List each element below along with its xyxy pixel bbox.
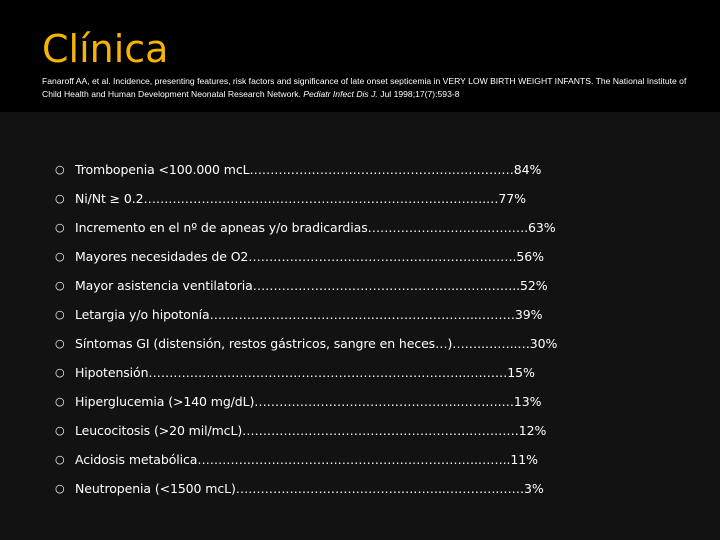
- bullet-icon: ○: [55, 365, 65, 379]
- reference-volume: Jul 1998;17(7):593-8: [380, 89, 460, 99]
- slide-title: Clínica: [42, 27, 169, 71]
- list-item: [55, 159, 541, 179]
- reference-journal: Pediatr Infect Dis J.: [303, 89, 378, 99]
- bullet-icon: ○: [55, 278, 65, 292]
- bullet-icon: ○: [55, 336, 65, 350]
- list-item: [55, 420, 546, 440]
- list-item: [55, 188, 526, 208]
- list-item-text: Hipotensión…………………………………………………………………..….……15%: [75, 364, 535, 380]
- bullet-icon: ○: [55, 162, 65, 176]
- list-item-text: Mayores necesidades de O2……………………………………….……………….56%: [75, 248, 544, 264]
- list-item-text: Acidosis metabólica………….……………………………………………….……..11%: [75, 451, 538, 467]
- list-item-text: Letargia y/o hipotonía………………………………………………………..………39%: [75, 306, 543, 322]
- list-item: [55, 362, 535, 382]
- reference-text: Fanaroff AA, et al. Incidence, presenting features, risk factors and significance of late onset septicemia in VERY LOW BIRTH WEIGHT INFANTS. The National Institute of Child Health and Human Development Neonatal Research Network.: [42, 76, 687, 99]
- list-item: [55, 478, 544, 498]
- list-item-text: Incremento en el nº de apneas y/o bradicardias………………………..……….63%: [75, 219, 556, 235]
- list-item: [55, 333, 557, 353]
- reference-citation: [42, 75, 702, 101]
- bullet-icon: ○: [55, 307, 65, 321]
- bullet-icon: ○: [55, 423, 65, 437]
- bullet-icon: ○: [55, 249, 65, 263]
- list-item-text: Neutropenia (<1500 mcL)………………………………….………..………….……3%: [75, 480, 544, 496]
- list-item: [55, 304, 542, 324]
- list-item-text: Trombopenia <100.000 mcL…………………….…………………………………84%: [75, 161, 542, 177]
- list-item: [55, 391, 541, 411]
- list-item-text: Mayor asistencia ventilatoria…………………………………………..…….……..52%: [75, 277, 548, 293]
- list-item-text: Síntomas GI (distensión, restos gástricos, sangre en heces…)……..……..…30%: [75, 335, 558, 351]
- list-item-text: Ni/Nt ≥ 0.2……………………………………………………………….……….…77%: [75, 190, 526, 206]
- bullet-icon: ○: [55, 220, 65, 234]
- slide-header: [0, 0, 720, 112]
- slide-body: [0, 112, 720, 540]
- bullet-icon: ○: [55, 394, 65, 408]
- bullet-icon: ○: [55, 191, 65, 205]
- bullet-icon: ○: [55, 452, 65, 466]
- list-item: [55, 449, 538, 469]
- list-item-text: Leucocitosis (>20 mil/mcL)……………………………………………….…………12%: [75, 422, 547, 438]
- list-item-text: Hiperglucemia (>140 mg/dL)…………………………………………..……….…13%: [75, 393, 542, 409]
- list-item: [55, 246, 544, 266]
- bullet-icon: ○: [55, 481, 65, 495]
- list-item: [55, 217, 556, 237]
- list-item: [55, 275, 548, 295]
